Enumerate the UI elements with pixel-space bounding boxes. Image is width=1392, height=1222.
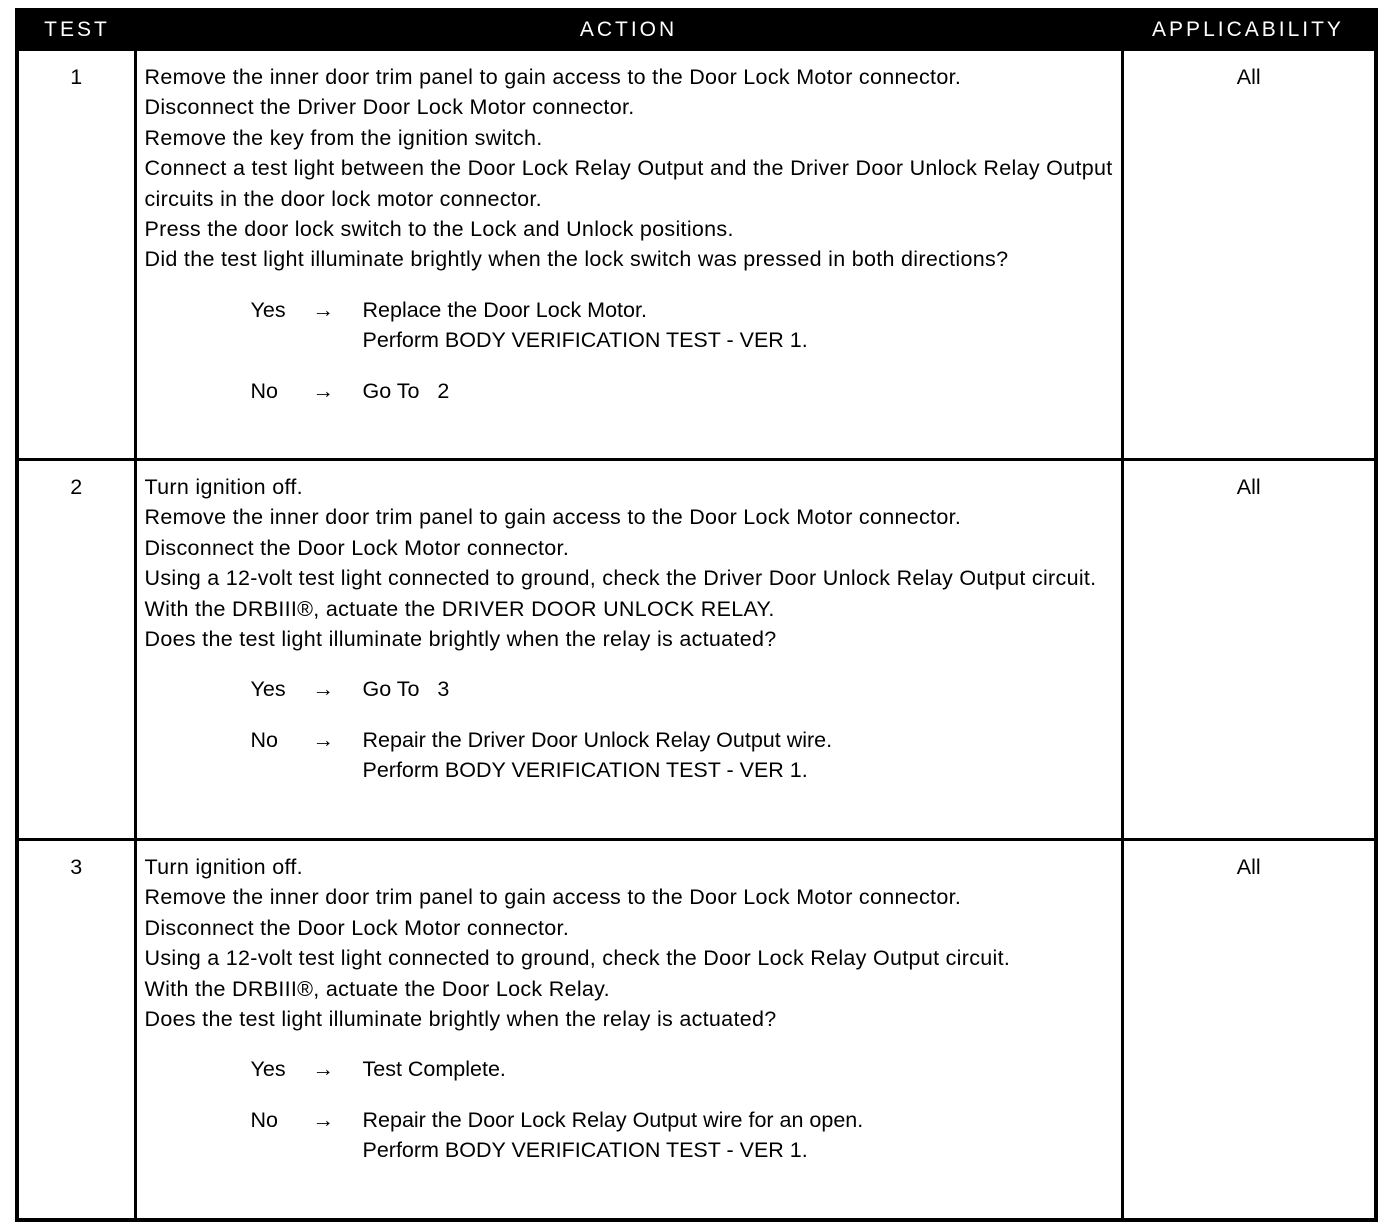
outcome-yes xyxy=(145,674,1113,704)
outcome-result xyxy=(363,674,1113,704)
action-cell xyxy=(135,50,1122,460)
result-line: Go To 3 xyxy=(362,677,450,702)
outcome-yes xyxy=(145,1054,1113,1084)
action-steps xyxy=(145,62,1113,275)
applicability-value: All xyxy=(1122,460,1376,840)
action-step: Press the door lock switch to the Lock and Unlock positions. xyxy=(144,217,734,242)
test-number: 1 xyxy=(17,50,135,460)
action-step: Did the test light illuminate brightly when the lock switch was pressed in both directions? xyxy=(144,247,1009,272)
action-step: Turn ignition off. xyxy=(144,855,303,879)
arrow-right-icon: → xyxy=(312,677,334,702)
test-number: 3 xyxy=(17,840,135,1221)
result-line: Go To 2 xyxy=(362,378,450,403)
answer-label: Yes xyxy=(250,677,286,702)
action-steps xyxy=(145,472,1113,654)
action-step: Remove the inner door trim panel to gain access to the Door Lock Motor connector. xyxy=(144,885,962,910)
arrow-right-icon: → xyxy=(312,1057,334,1082)
outcome-result xyxy=(363,295,1113,356)
arrow-right-icon: → xyxy=(312,378,334,403)
outcome-result xyxy=(363,1105,1113,1166)
table-row xyxy=(17,840,1376,1221)
action-step: Disconnect the Door Lock Motor connector. xyxy=(144,535,570,560)
arrow-right-icon: → xyxy=(312,1107,334,1132)
result-line: Repair the Door Lock Relay Output wire for an open. xyxy=(362,1107,864,1132)
action-step: With the DRBIII®, actuate the Door Lock Relay. xyxy=(144,976,610,1001)
result-line: Perform BODY VERIFICATION TEST - VER 1. xyxy=(362,328,808,353)
answer-label: Yes xyxy=(250,297,286,322)
header-action: ACTION xyxy=(135,10,1122,50)
action-step: Remove the inner door trim panel to gain access to the Door Lock Motor connector. xyxy=(144,65,962,89)
outcome-result xyxy=(363,725,1113,786)
result-line: Perform BODY VERIFICATION TEST - VER 1. xyxy=(362,758,808,783)
action-step: Disconnect the Driver Door Lock Motor connector. xyxy=(144,95,635,120)
action-step: Does the test light illuminate brightly when the relay is actuated? xyxy=(144,627,777,652)
answer-label: Yes xyxy=(250,1057,286,1082)
action-step: Disconnect the Door Lock Motor connector. xyxy=(144,915,570,940)
header-test: TEST xyxy=(17,10,135,50)
action-step: Turn ignition off. xyxy=(144,475,303,499)
result-line: Perform BODY VERIFICATION TEST - VER 1. xyxy=(362,1138,808,1163)
answer-label: No xyxy=(250,727,278,752)
table-row xyxy=(17,460,1376,840)
action-steps xyxy=(145,852,1113,1034)
arrow-right-icon: → xyxy=(312,297,334,322)
outcome-no xyxy=(145,725,1113,786)
outcome-result xyxy=(363,376,1113,406)
action-step: Using a 12-volt test light connected to ground, check the Driver Door Unlock Relay Output circuit. xyxy=(144,566,1097,591)
action-step: With the DRBIII®, actuate the DRIVER DOOR UNLOCK RELAY. xyxy=(144,596,775,621)
action-cell xyxy=(135,460,1122,840)
outcome-no xyxy=(145,376,1113,406)
outcome-no xyxy=(145,1105,1113,1166)
arrow-right-icon: → xyxy=(312,727,334,752)
action-cell xyxy=(135,840,1122,1221)
diagnostic-table xyxy=(15,8,1378,1222)
answer-label: No xyxy=(250,378,278,403)
result-line: Test Complete. xyxy=(362,1057,506,1082)
test-number: 2 xyxy=(17,460,135,840)
outcome-result xyxy=(363,1054,1113,1084)
action-step: Connect a test light between the Door Lock Relay Output and the Driver Door Unlock Relay Output circuits in the door lock motor connector. xyxy=(144,156,1113,211)
applicability-value: All xyxy=(1122,50,1376,460)
outcome-yes xyxy=(145,295,1113,356)
result-line: Replace the Door Lock Motor. xyxy=(362,297,647,322)
action-step: Remove the key from the ignition switch. xyxy=(144,125,543,150)
action-step: Using a 12-volt test light connected to ground, check the Door Lock Relay Output circuit. xyxy=(144,946,1011,971)
result-line: Repair the Driver Door Unlock Relay Output wire. xyxy=(362,727,833,752)
table-header-row xyxy=(17,10,1376,50)
action-step: Does the test light illuminate brightly when the relay is actuated? xyxy=(144,1007,777,1032)
answer-label: No xyxy=(250,1107,278,1132)
header-applicability: APPLICABILITY xyxy=(1122,10,1376,50)
action-step: Remove the inner door trim panel to gain access to the Door Lock Motor connector. xyxy=(144,505,962,530)
applicability-value: All xyxy=(1122,840,1376,1221)
table-row xyxy=(17,50,1376,460)
